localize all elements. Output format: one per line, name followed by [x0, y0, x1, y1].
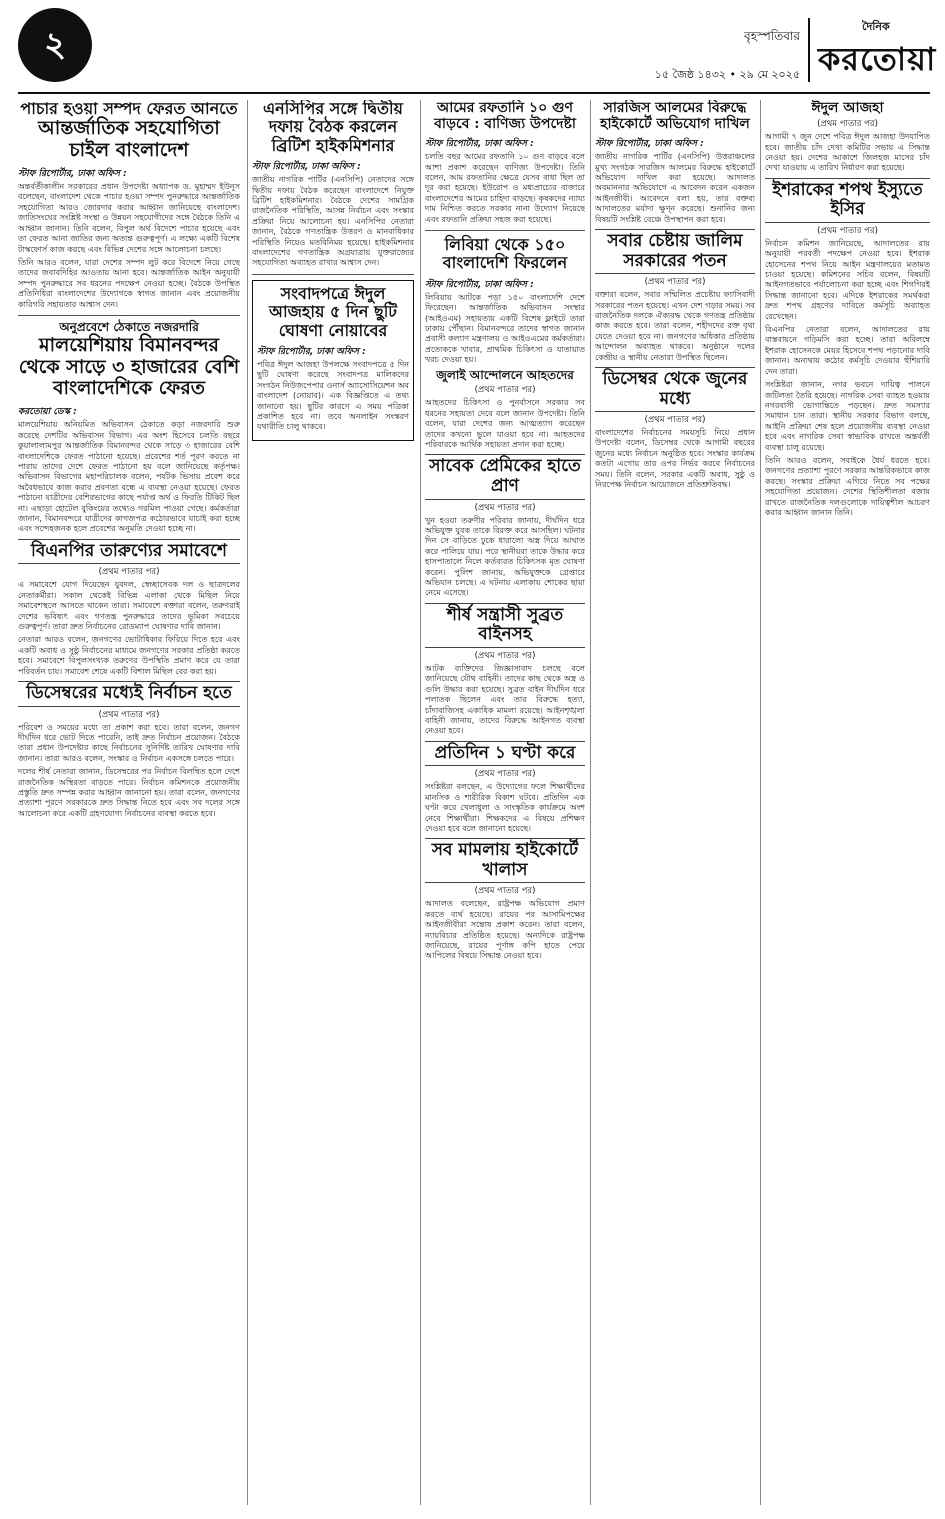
logo-subtitle: দৈনিক	[862, 20, 890, 33]
article-body: বাংলাদেশের নির্বাচনের সময়সূচি নিয়ে প্রধান উপদেষ্টা বলেন, ডিসেম্বর থেকে আগামী বছরের জুনের মধ্যে নির্বাচন অনুষ্ঠিত হবে। সংস্কার কার্যক্রম কতটা এগোয় তার ওপর নির্ভর করবে নির্বাচনের সময়। তিনি বলেন, সরকার একটি অবাধ, সুষ্ঠু ও নিরপেক্ষ নির্বাচন আয়োজনে প্রতিশ্রুতিবদ্ধ।	[595, 428, 755, 490]
article-body: দলের শীর্ষ নেতারা জানান, ডিসেম্বরের পর নির্বাচন বিলম্বিত হলে দেশে রাজনৈতিক অস্থিরতা বাড়তে পারে। নির্বাচন কমিশনকে প্রয়োজনীয় প্রস্তুতি দ্রুত সম্পন্ন করার আহ্বান জানানো হয়। তারা বলেন, জনগণের প্রত্যাশা পূরণে সরকারকে দ্রুত সিদ্ধান্ত নিতে হবে এবং সব দলের সঙ্গে আলোচনা করে একটি গ্রহণযোগ্য নির্বাচনের ব্যবস্থা করতে হবে।	[18, 767, 240, 818]
article-body: নির্বাচন কমিশন জানিয়েছে, আদালতের রায় অনুযায়ী পরবর্তী পদক্ষেপ নেওয়া হবে। ইশরাক হোসেনের শপথ নিয়ে আইন মন্ত্রণালয়ের মতামত চাওয়া হয়েছে। কমিশনের সচিব বলেন, বিষয়টি আইনগতভাবে পর্যালোচনা করা হচ্ছে এবং শিগগিরই সিদ্ধান্ত জানানো হবে। এদিকে ইশরাকের সমর্থকরা দ্রুত শপথ গ্রহণের দাবিতে কর্মসূচি অব্যাহত রেখেছেন।	[765, 238, 930, 321]
article-body: বক্তারা বলেন, সবার সম্মিলিত প্রচেষ্টায় ফ্যাসিবাদী সরকারের পতন হয়েছে। এখন দেশ গড়ার সময়। সব রাজনৈতিক দলকে ঐক্যবদ্ধ থেকে গণতন্ত্র প্রতিষ্ঠায় কাজ করতে হবে। তারা বলেন, শহীদদের রক্ত বৃথা যেতে দেওয়া হবে না। জনগণের অধিকার প্রতিষ্ঠায় আন্দোলন অব্যাহত থাকবে। অনুষ্ঠানে দলের কেন্দ্রীয় ও স্থানীয় নেতারা উপস্থিত ছিলেন।	[595, 290, 755, 362]
article-headline: সাবেক প্রেমিকের হাতে প্রাণ	[425, 454, 585, 499]
article-headline: সব মামলায় হাইকোর্টে খালাস	[425, 838, 585, 883]
article-headline: এনসিপির সঙ্গে দ্বিতীয় দফায় বৈঠক করলেন ব্রিটিশ হাইকমিশনার	[263, 100, 403, 155]
article-body: চলতি বছর আমের রফতানি ১০ গুণ বাড়বে বলে আশা প্রকাশ করেছেন বাণিজ্য উপদেষ্টা। তিনি বলেন, আম রফতানির ক্ষেত্রে যেসব বাধা ছিল তা দূর করা হয়েছে। ইউরোপ ও মধ্যপ্রাচ্যের বাজারে বাংলাদেশের আমের চাহিদা বাড়ছে। কৃষকদের ন্যায্য দাম নিশ্চিত করতে সরকার নানা উদ্যোগ নিয়েছে এবং রফতানি প্রক্রিয়া সহজ করা হয়েছে।	[425, 152, 585, 224]
column-1	[18, 100, 240, 1505]
article-headline: মালয়েশিয়ায় বিমানবন্দর থেকে সাড়ে ৩ হাজারের বেশি বাংলাদেশিকে ফেরত	[18, 333, 240, 400]
masthead-logo	[808, 18, 937, 82]
column-divider	[420, 100, 421, 1505]
continuation-note: (প্রথম পাতার পর)	[474, 769, 536, 780]
article-body: সংশ্লিষ্টরা জানান, নগর ভবনে দায়িত্ব পালনে জটিলতা তৈরি হয়েছে। নাগরিক সেবা ব্যাহত হওয়ায় নগরবাসী ভোগান্তিতে পড়ছেন। দ্রুত সমস্যার সমাধান চান তারা। স্থানীয় সরকার বিভাগ বলছে, আইনি প্রক্রিয়া শেষ হলে প্রয়োজনীয় ব্যবস্থা নেওয়া হবে এবং নাগরিক সেবা স্বাভাবিক রাখতে অন্তর্বর্তী ব্যবস্থা চালু রয়েছে।	[765, 380, 930, 452]
article-body: আগামী ৭ জুন দেশে পবিত্র ঈদুল আজহা উদযাপিত হবে। জাতীয় চাঁদ দেখা কমিটির সভায় এ সিদ্ধান্ত নেওয়া হয়। দেশের আকাশে জিলহজ মাসের চাঁদ দেখা যাওয়ায় এ তারিখ নির্ধারণ করা হয়েছে।	[765, 132, 930, 173]
article-body: অন্তর্বর্তীকালীন সরকারের প্রধান উপদেষ্টা অধ্যাপক ড. মুহাম্মদ ইউনূস বলেছেন, বাংলাদেশ থেকে পাচার হওয়া সম্পদ পুনরুদ্ধারে আন্তর্জাতিক সহযোগিতা আরও জোরদার করার আহ্বান জানিয়েছে বাংলাদেশ। জাতিসংঘের সংশ্লিষ্ট সংস্থা ও উন্নয়ন সহযোগীদের সঙ্গে বৈঠকে তিনি এ আহ্বান জানান। তিনি বলেন, বিপুল অর্থ বিদেশে পাচার হয়েছে এবং তা ফেরত আনা জাতির জন্য অত্যন্ত গুরুত্বপূর্ণ। এ লক্ষ্যে একটি বিশেষ টাস্কফোর্স কাজ করছে এবং বিভিন্ন দেশের সঙ্গে আলোচনা চলছে।	[18, 182, 240, 254]
column-2	[252, 100, 414, 1505]
article-byline: স্টাফ রিপোর্টার, ঢাকা অফিস :	[18, 169, 127, 180]
continuation-note: (প্রথম পাতার পর)	[98, 567, 160, 578]
article-byline: স্টাফ রিপোর্টার, ঢাকা অফিস :	[425, 139, 534, 150]
article-body: পবিত্র ঈদুল আজহা উপলক্ষে সংবাদপত্রে ৫ দিন ছুটি ঘোষণা করেছে সংবাদপত্র মালিকদের সংগঠন নিউজপেপার ওনার্স অ্যাসোসিয়েশন অব বাংলাদেশ (নোয়াব)। এক বিজ্ঞপ্তিতে এ তথ্য জানানো হয়। ছুটির কারণে এ সময় পত্রিকা প্রকাশিত হবে না। তবে অনলাইন সংস্করণ যথারীতি চালু থাকবে।	[257, 360, 409, 432]
article-byline: স্টাফ রিপোর্টার, ঢাকা অফিস :	[257, 347, 366, 357]
divider	[425, 230, 585, 231]
continuation-note: (প্রথম পাতার পর)	[817, 225, 878, 236]
article-body: আদালত বলেছেন, রাষ্ট্রপক্ষ অভিযোগ প্রমাণ করতে ব্যর্থ হয়েছে। রায়ের পর আসামিপক্ষের আইনজীবীরা সন্তোষ প্রকাশ করেন। তারা বলেন, ন্যায়বিচার প্রতিষ্ঠিত হয়েছে। অন্যদিকে রাষ্ট্রপক্ষ জানিয়েছে, রায়ের পূর্ণাঙ্গ কপি হাতে পেয়ে আপিলের বিষয়ে সিদ্ধান্ত নেওয়া হবে।	[425, 899, 585, 961]
header-rule	[18, 92, 930, 94]
continuation-note: (প্রথম পাতার পর)	[98, 709, 160, 720]
page-header	[18, 8, 937, 92]
continuation-note: (প্রথম পাতার পর)	[644, 277, 706, 288]
divider	[18, 315, 240, 316]
article-headline: বিএনপির তারুণ্যের সমাবেশে	[18, 539, 240, 565]
article-headline: জুলাই আন্দোলনে আহতদের	[436, 367, 574, 382]
article-body: লিবিয়ায় আটকে পড়া ১৫০ বাংলাদেশি দেশে ফিরেছেন। আন্তর্জাতিক অভিবাসন সংস্থার (আইওএম) সহায়তায় একটি বিশেষ ফ্লাইটে তারা ঢাকায় পৌঁছান। বিমানবন্দরে তাদের স্বাগত জানান প্রবাসী কল্যাণ মন্ত্রণালয় ও আইওএমের কর্মকর্তারা। প্রত্যেককে খাবার, প্রাথমিক চিকিৎসা ও যাতায়াত খরচ দেওয়া হয়।	[425, 292, 585, 365]
column-3	[425, 100, 585, 1505]
article-byline: স্টাফ রিপোর্টার, ঢাকা অফিস :	[595, 139, 704, 150]
article-headline: সবার চেষ্টায় জালিম সরকারের পতন	[595, 229, 755, 274]
article-headline: আন্তর্জাতিক সহযোগিতা চাইল বাংলাদেশ	[38, 117, 220, 162]
divider	[252, 274, 414, 275]
article-body: নেতারা আরও বলেন, জনগণের ভোটাধিকার ফিরিয়ে দিতে হবে এবং একটি অবাধ ও সুষ্ঠু নির্বাচনের মাধ্যমে জনগণের সরকার প্রতিষ্ঠা করতে হবে। সমাবেশে বিপুলসংখ্যক তরুণের উপস্থিতি প্রমাণ করে যে তারা পরিবর্তন চায়। সমাবেশ শেষে একটি বিশাল মিছিল বের করা হয়।	[18, 635, 240, 676]
continuation-note: (প্রথম পাতার পর)	[817, 119, 878, 130]
header-date: ১৫ জৈষ্ঠ ১৪৩২ • ২৯ মে ২০২৫	[654, 68, 800, 81]
logo-title: করতোয়া	[818, 40, 937, 78]
article-kicker: পাচার হওয়া সম্পদ ফেরত আনতে	[20, 100, 238, 118]
article-byline: স্টাফ রিপোর্টার, ঢাকা অফিস :	[252, 162, 361, 173]
article-body: জাতীয় নাগরিক পার্টির (এনসিপি) নেতাদের সঙ্গে দ্বিতীয় দফায় বৈঠক করেছেন বাংলাদেশে নিযুক্ত ব্রিটিশ হাইকমিশনার। বৈঠকে দেশের সামগ্রিক রাজনৈতিক পরিস্থিতি, আসন্ন নির্বাচন এবং সংস্কার প্রক্রিয়া নিয়ে আলোচনা হয়। এনসিপির নেতারা জানান, বৈঠকে গণতান্ত্রিক উত্তরণ ও মানবাধিকার পরিস্থিতি নিয়েও মতবিনিময় হয়েছে। হাইকমিশনার বাংলাদেশের গণতান্ত্রিক অগ্রযাত্রায় যুক্তরাজ্যের সহযোগিতা অব্যাহত রাখার আশ্বাস দেন।	[252, 175, 414, 268]
article-headline: সংবাদপত্রে ঈদুল আজহায় ৫ দিন ছুটি ঘোষণা নোয়াবের	[268, 283, 398, 340]
article-headline: লিবিয়া থেকে ১৫০ বাংলাদেশি ফিরলেন	[442, 235, 568, 273]
header-day: বৃহস্পতিবার	[744, 29, 800, 43]
article-body: তিনি আরও বলেন, সবাইকে ধৈর্য ধরতে হবে। জনগণের প্রত্যাশা পূরণে সরকার আন্তরিকভাবে কাজ করছে। সংস্কার প্রক্রিয়া এগিয়ে নিতে সব পক্ষের সহযোগিতা প্রয়োজন। দেশের স্থিতিশীলতা বজায় রাখতে রাজনৈতিক দলগুলোকে দায়িত্বশীল আচরণ করার আহ্বান জানান তিনি।	[765, 455, 930, 517]
article-byline: স্টাফ রিপোর্টার, ঢাকা অফিস :	[425, 279, 534, 290]
continuation-note: (প্রথম পাতার পর)	[644, 415, 706, 426]
boxed-article	[252, 280, 414, 441]
article-kicker: অনুপ্রবেশে ঠেকাতে নজরদারি	[59, 319, 199, 334]
continuation-note: (প্রথম পাতার পর)	[474, 385, 536, 396]
article-body: আহতদের চিকিৎসা ও পুনর্বাসনে সরকার সব ধরনের সহায়তা দেবে বলে জানান উপদেষ্টা। তিনি বলেন, যারা দেশের জন্য আত্মত্যাগ করেছেন তাদের কখনো ভুলে যাওয়া হবে না। আহতদের পরিবারকে আর্থিক সহায়তা প্রদান করা হচ্ছে।	[425, 398, 585, 450]
article-headline: আমের রফতানি ১০ গুণ বাড়বে : বাণিজ্য উপদেষ্টা	[434, 100, 576, 133]
continuation-note: (প্রথম পাতার পর)	[474, 886, 536, 897]
column-divider	[760, 100, 761, 1505]
article-body: আটক ব্যক্তিদের জিজ্ঞাসাবাদ চলছে বলে জানিয়েছে যৌথ বাহিনী। তাদের কাছ থেকে অস্ত্র ও গুলি উদ্ধার করা হয়েছে। সুব্রত বাইন দীর্ঘদিন ধরে পলাতক ছিলেন এবং তার বিরুদ্ধে হত্যা, চাঁদাবাজিসহ একাধিক মামলা রয়েছে। আইনশৃঙ্খলা বাহিনী জানায়, তাদের বিরুদ্ধে আইনগত ব্যবস্থা নেওয়া হবে।	[425, 663, 585, 736]
article-headline: ডিসেম্বর থেকে জুনের মধ্যে	[595, 367, 755, 412]
article-body: জাতীয় নাগরিক পার্টির (এনসিপি) উত্তরাঞ্চলের মুখ্য সংগঠক সারজিস আলমের বিরুদ্ধে হাইকোর্টে অভিযোগ দাখিল করা হয়েছে। আদালত অবমাননার অভিযোগে এ আবেদন করেন একজন আইনজীবী। আবেদনে বলা হয়, তার বক্তব্য আদালতের মর্যাদা ক্ষুণ্ন করেছে। শুনানির জন্য বিষয়টি সংশ্লিষ্ট বেঞ্চে উপস্থাপন করা হবে।	[595, 152, 755, 224]
article-headline: ডিসেম্বরের মধ্যেই নির্বাচন হতে	[18, 681, 240, 707]
article-headline: ঈদুল আজহা	[811, 100, 884, 116]
article-body: খুন হওয়া তরুণীর পরিবার জানায়, দীর্ঘদিন ধরে অভিযুক্ত যুবক তাকে বিরক্ত করে আসছিল। ঘটনার দিন সে বাড়িতে ঢুকে ধারালো অস্ত্র দিয়ে আঘাত করে পালিয়ে যায়। পরে স্থানীয়রা তাকে উদ্ধার করে হাসপাতালে নিলে কর্তব্যরত চিকিৎসক মৃত ঘোষণা করেন। পুলিশ জানায়, অভিযুক্তকে গ্রেপ্তারে অভিযান চলছে। এ ঘটনায় এলাকায় শোকের ছায়া নেমে এসেছে।	[425, 515, 585, 598]
article-body: মালয়েশিয়ায় অনিয়মিত অভিবাসন ঠেকাতে কড়া নজরদারি শুরু করেছে দেশটির অভিবাসন বিভাগ। এর অংশ হিসেবে চলতি বছরে কুয়ালালামপুর আন্তর্জাতিক বিমানবন্দর থেকে সাড়ে ৩ হাজারের বেশি বাংলাদেশিকে ফেরত পাঠানো হয়েছে। প্রবেশের শর্ত পূরণ করতে না পারায় তাদের দেশে ফেরত পাঠানো হয় বলে জানিয়েছে কর্তৃপক্ষ। অভিবাসন বিভাগের মহাপরিচালক বলেন, পর্যটক ভিসায় প্রবেশ করে অবৈধভাবে কাজ করার প্রবণতা বন্ধে এ ব্যবস্থা নেওয়া হয়েছে। ফেরত পাঠানো যাত্রীদের বেশিরভাগের কাছে পর্যাপ্ত অর্থ ও ফিরতি টিকিট ছিল না। এছাড়া হোটেল বুকিংয়ের তথ্যেও গরমিল পাওয়া গেছে। কর্মকর্তারা জানান, বিমানবন্দরে যাত্রীদের কাগজপত্র কঠোরভাবে যাচাই করা হচ্ছে এবং সন্দেহজনক হলে প্রবেশের অনুমতি দেওয়া হচ্ছে না।	[18, 420, 240, 534]
page-number: ২	[18, 8, 92, 82]
article-headline: ইশরাকের শপথ ইস্যুতে ইসির	[765, 178, 930, 223]
column-divider	[590, 100, 591, 1505]
article-body: তিনি আরও বলেন, যারা দেশের সম্পদ লুট করে বিদেশে নিয়ে গেছে তাদের জবাবদিহির আওতায় আনা হবে। আন্তর্জাতিক আইন অনুযায়ী সম্পদ পুনরুদ্ধারে সব ধরনের পদক্ষেপ নেওয়া হচ্ছে। বৈঠকে উপস্থিত প্রতিনিধিরা বাংলাদেশের উদ্যোগকে স্বাগত জানান এবং প্রয়োজনীয় কারিগরি সহায়তার আশ্বাস দেন।	[18, 257, 240, 309]
column-divider	[247, 100, 248, 1505]
article-headline: প্রতিদিন ১ ঘণ্টা করে	[425, 741, 585, 767]
column-5	[765, 100, 930, 1505]
article-body: বিএনপির নেতারা বলেন, আদালতের রায় বাস্তবায়নে গড়িমসি করা হচ্ছে। তারা অবিলম্বে ইশরাক হোসেনকে মেয়র হিসেবে শপথ পড়ানোর দাবি জানান। অন্যথায় কঠোর কর্মসূচি দেওয়ার হুঁশিয়ারি দেন তারা।	[765, 325, 930, 376]
article-byline: করতোয়া ডেস্ক :	[18, 407, 77, 418]
continuation-note: (প্রথম পাতার পর)	[474, 502, 536, 513]
article-body: এ সমাবেশে যোগ দিয়েছেন যুবদল, স্বেচ্ছাসেবক দল ও ছাত্রদলের নেতাকর্মীরা। সকাল থেকেই বিভিন্ন এলাকা থেকে মিছিল নিয়ে সমাবেশস্থলে আসতে থাকেন তারা। সমাবেশে বক্তারা বলেন, তরুণরাই দেশের ভবিষ্যৎ এবং গণতন্ত্র পুনরুদ্ধারে তাদের ভূমিকা সবচেয়ে গুরুত্বপূর্ণ। তারা দ্রুত নির্বাচনের রোডম্যাপ ঘোষণার দাবি জানান।	[18, 580, 240, 631]
article-headline: সারজিস আলমের বিরুদ্ধে হাইকোর্টে অভিযোগ দাখিল	[600, 100, 750, 133]
article-body: সংশ্লিষ্টরা বলছেন, এ উদ্যোগের ফলে শিক্ষার্থীদের মানসিক ও শারীরিক বিকাশ ঘটবে। প্রতিদিন এক ঘণ্টা করে খেলাধুলা ও সাংস্কৃতিক কার্যক্রমে অংশ নেবে শিক্ষার্থীরা। শিক্ষকদের এ বিষয়ে প্রশিক্ষণ দেওয়া হবে বলে জানানো হয়েছে।	[425, 782, 585, 833]
article-headline: শীর্ষ সন্ত্রাসী সুব্রত বাইনসহ	[425, 603, 585, 648]
column-4	[595, 100, 755, 1505]
continuation-note: (প্রথম পাতার পর)	[474, 650, 536, 661]
article-body: পরিবেশ ও সময়ের মধ্যে তা প্রকাশ করা হবে। তারা বলেন, জনগণ দীর্ঘদিন ধরে ভোট দিতে পারেনি, তাই দ্রুত নির্বাচন প্রয়োজন। বৈঠকে তারা প্রধান উপদেষ্টার কাছে নির্বাচনের সুনির্দিষ্ট তারিখ ঘোষণার দাবি জানান। তারা আরও বলেন, সংস্কার ও নির্বাচন একসঙ্গে চলতে পারে।	[18, 722, 240, 763]
